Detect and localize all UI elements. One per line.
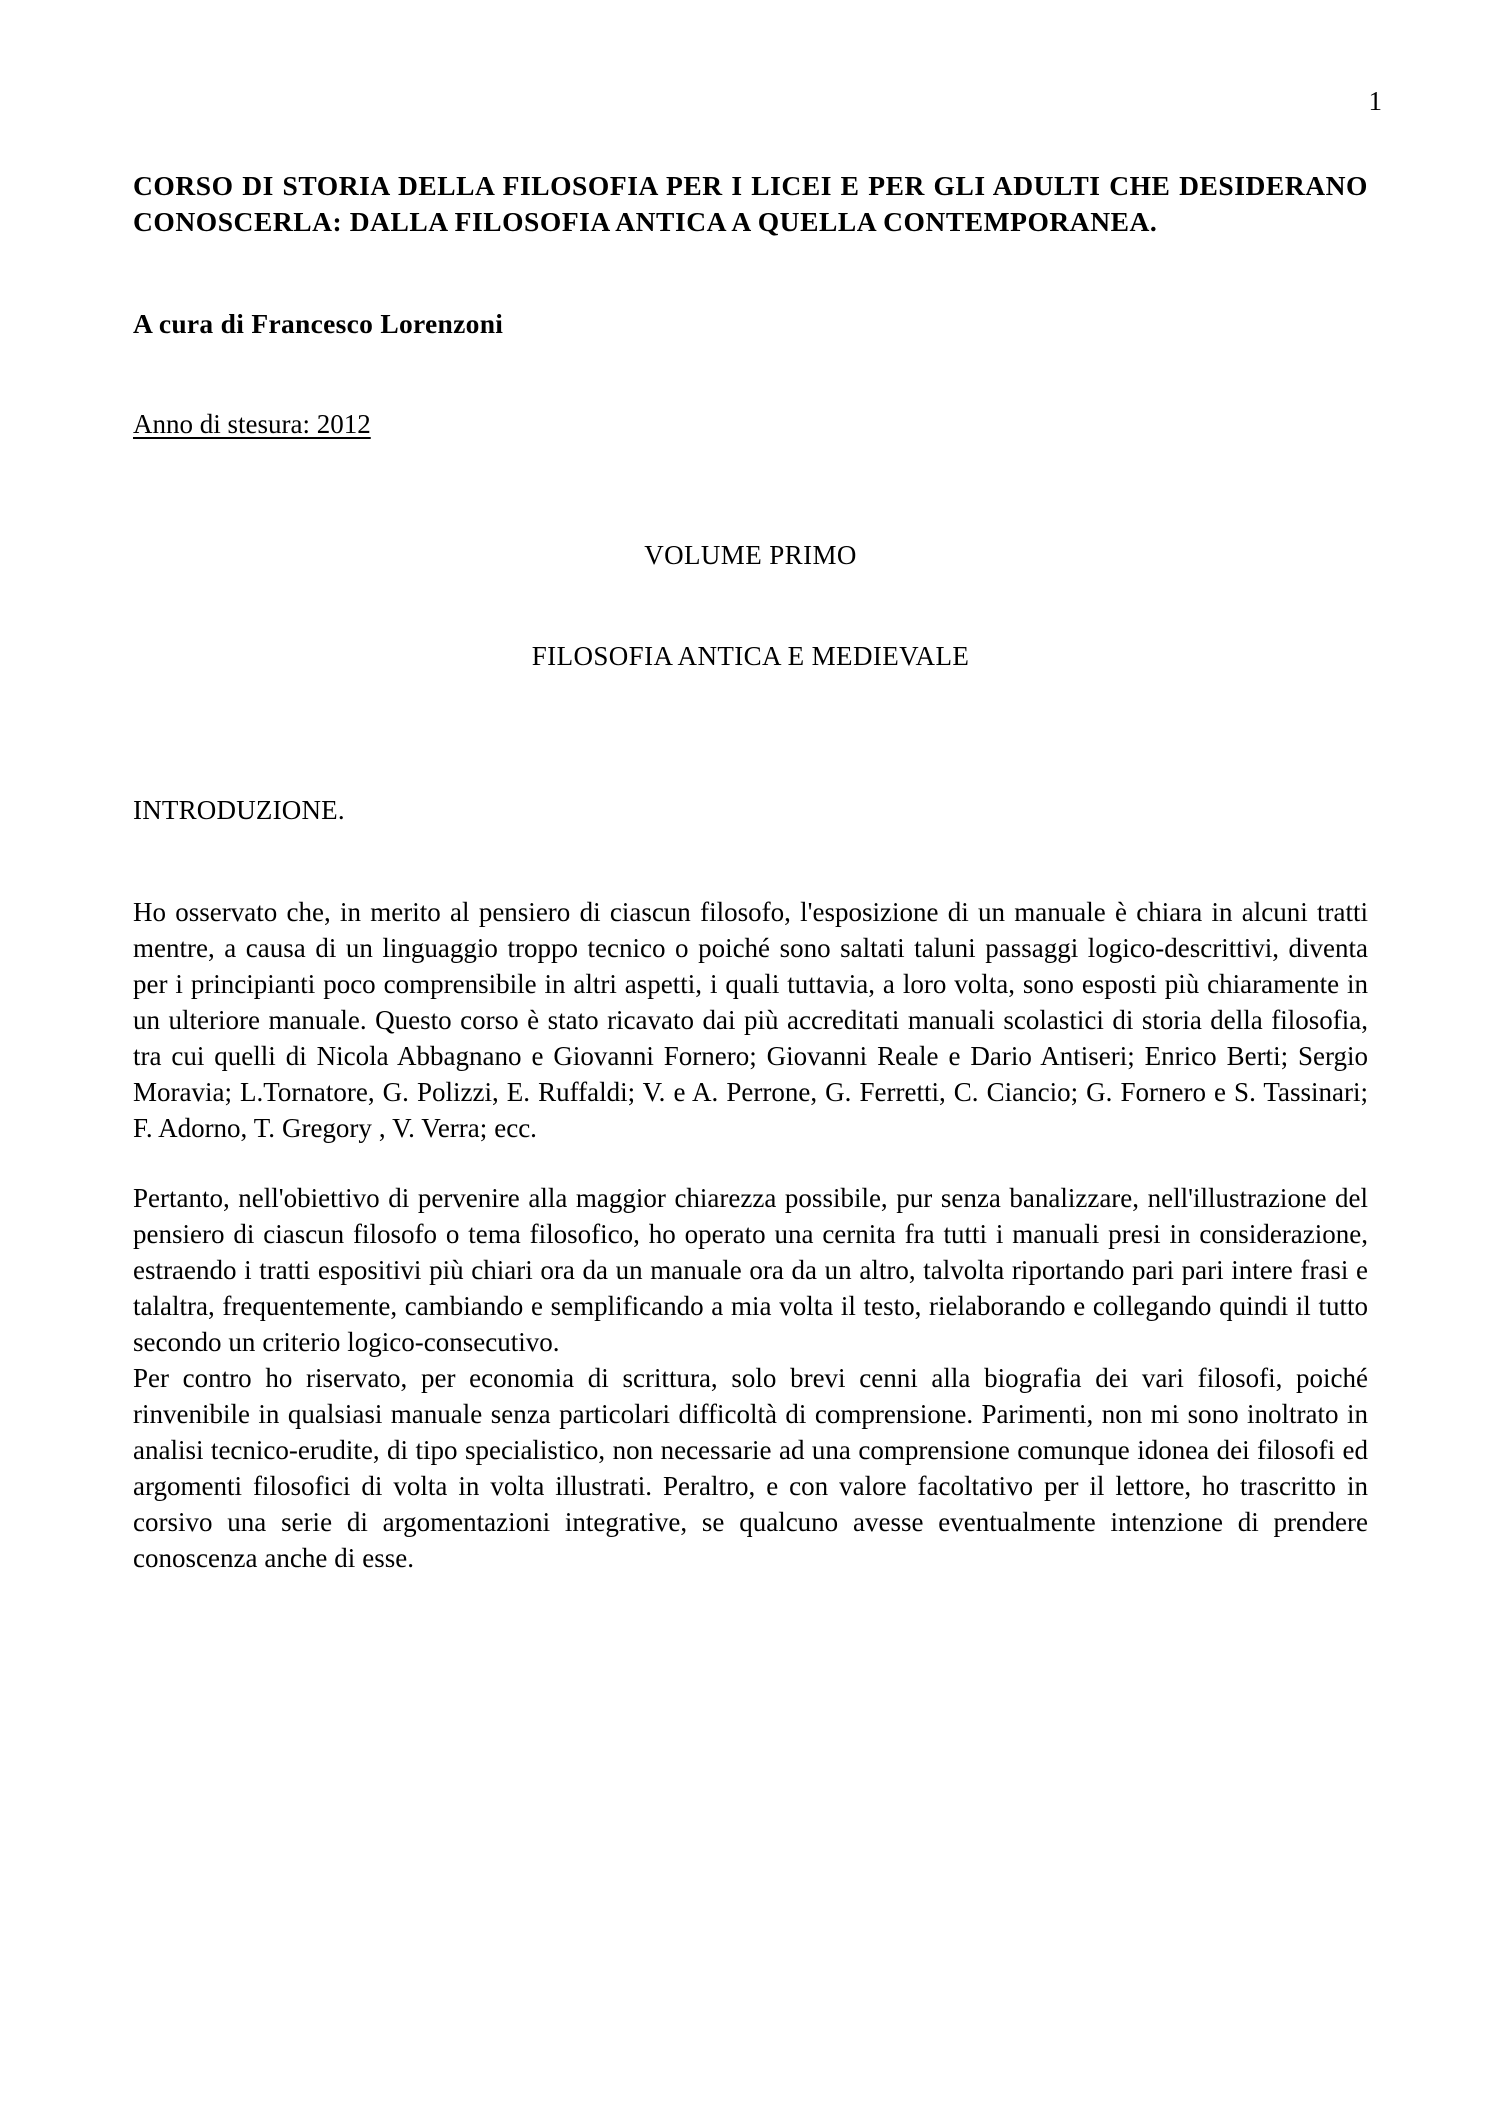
paragraph-2: Pertanto, nell'obiettivo di pervenire alla maggior chiarezza possibile, pur senza banalizzare, nell'illustrazione del pensiero di ciascun filosofo o tema filosofico, ho operato una cernita fra tutti i manuali presi in considerazione, estraendo i tratti espositivi più chiari ora da un manuale ora da un altro, talvolta riportando pari pari intere frasi e talaltra, frequentemente, cambiando e semplificando a mia volta il testo, rielaborando e collegando quindi il tutto secondo un criterio logico-consecutivo.	[133, 1182, 1368, 1357]
subject-section-spacer	[133, 675, 1368, 741]
document-title: CORSO DI STORIA DELLA FILOSOFIA PER I LICEI E PER GLI ADULTI CHE DESIDERANO CONOSCERLA: DALLA FILOSOFIA ANTICA A QUELLA CONTEMPORANEA.	[133, 170, 1368, 237]
document-body	[133, 168, 1368, 1576]
paragraph-gap-1	[133, 1146, 1368, 1180]
volume-heading: VOLUME PRIMO	[644, 540, 857, 571]
paragraph-1: Ho osservato che, in merito al pensiero di ciascun filosofo, l'esposizione di un manuale è chiara in alcuni tratti mentre, a causa di un linguaggio troppo tecnico o poiché sono saltati taluni passaggi logico-descrittivi, diventa per i principianti poco comprensibile in altri aspetti, i quali tuttavia, a loro volta, sono esposti più chiaramente in un ulteriore manuale. Questo corso è stato ricavato dai più accreditati manuali scolastici di storia della filosofia, tra cui quelli di Nicola Abbagnano e Giovanni Fornero; Giovanni Reale e Dario Antiseri; Enrico Berti; Sergio Moravia; L.Tornatore, G. Polizzi, E. Ruffaldi; V. e A. Perrone, G. Ferretti, C. Ciancio; G. Fornero e S. Tassinari; F. Adorno, T. Gregory , V. Verra; ecc.	[133, 896, 1368, 1143]
year-volume-spacer-extra	[133, 508, 1368, 538]
year-wrapper	[133, 407, 1368, 442]
subject-section-spacer-extra	[133, 741, 1368, 793]
title-author-spacer	[133, 240, 1368, 306]
volume-subject-heading: FILOSOFIA ANTICA E MEDIEVALE	[531, 641, 970, 672]
section-heading-introduzione: INTRODUZIONE.	[133, 794, 345, 825]
year-volume-spacer	[133, 442, 1368, 508]
paragraph-3: Per contro ho riservato, per economia di scrittura, solo brevi cenni alla biografia dei vari filosofi, poiché rinvenibile in qualsiasi manuale senza particolari difficoltà di comprensione. Parimenti, non mi sono inoltrato in analisi tecnico-erudite, di tipo specialistico, non necessarie ad una comprensione comunque idonea dei filosofi ed argomenti filosofici di volta in volta illustrati. Peraltro, e con valore facoltativo per il lettore, ho trascritto in corsivo una serie di argomentazioni integrative, se qualcuno avesse eventualmente intenzione di prendere conoscenza anche di esse.	[133, 1363, 1368, 1574]
year-of-writing: Anno di stesura: 2012	[133, 409, 371, 440]
page-number: 1	[1368, 86, 1382, 116]
volume-subject-spacer	[133, 573, 1368, 639]
author-year-spacer	[133, 341, 1368, 407]
author-credit: A cura di Francesco Lorenzoni	[133, 307, 504, 339]
section-paragraph-spacer	[133, 828, 1368, 894]
